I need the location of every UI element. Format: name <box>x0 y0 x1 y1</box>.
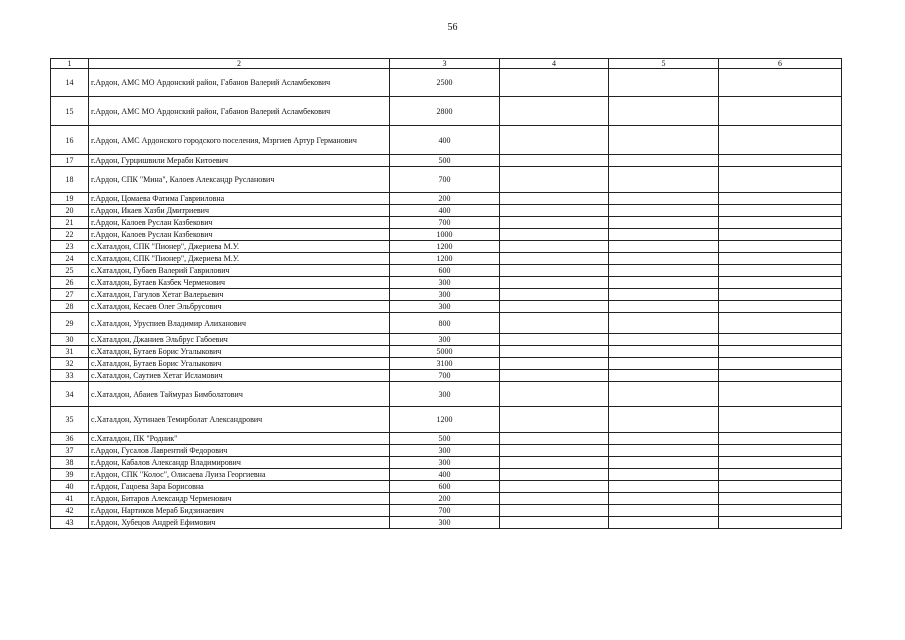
page-number: 56 <box>447 22 458 33</box>
row-number: 14 <box>51 69 89 97</box>
table-row <box>51 167 842 193</box>
table-row <box>51 370 842 382</box>
row-value: 2800 <box>390 97 500 126</box>
table-row <box>51 289 842 301</box>
row-value: 300 <box>390 445 500 457</box>
row-number: 42 <box>51 505 89 517</box>
column-header: 2 <box>89 59 390 69</box>
row-name: с.Хаталдон, СПК "Пионер", Джериева М.У. <box>89 253 390 265</box>
table-row <box>51 407 842 433</box>
empty-cell <box>719 229 842 241</box>
row-value: 3100 <box>390 358 500 370</box>
empty-cell <box>719 445 842 457</box>
row-value: 700 <box>390 167 500 193</box>
empty-cell <box>500 289 609 301</box>
column-header: 3 <box>390 59 500 69</box>
empty-cell <box>609 253 719 265</box>
empty-cell <box>719 382 842 407</box>
row-number: 15 <box>51 97 89 126</box>
table-row <box>51 505 842 517</box>
row-number: 35 <box>51 407 89 433</box>
empty-cell <box>500 193 609 205</box>
row-value: 200 <box>390 493 500 505</box>
table-row <box>51 217 842 229</box>
column-header: 4 <box>500 59 609 69</box>
empty-cell <box>500 241 609 253</box>
row-value: 400 <box>390 469 500 481</box>
row-value: 700 <box>390 370 500 382</box>
empty-cell <box>719 457 842 469</box>
empty-cell <box>719 126 842 155</box>
empty-cell <box>609 193 719 205</box>
row-number: 40 <box>51 481 89 493</box>
empty-cell <box>609 229 719 241</box>
empty-cell <box>719 370 842 382</box>
empty-cell <box>719 301 842 313</box>
column-header: 5 <box>609 59 719 69</box>
row-name: с.Хаталдон, Бутаев Борис Угалыкович <box>89 346 390 358</box>
row-value: 400 <box>390 205 500 217</box>
empty-cell <box>719 205 842 217</box>
row-value: 600 <box>390 481 500 493</box>
row-number: 18 <box>51 167 89 193</box>
row-value: 500 <box>390 433 500 445</box>
empty-cell <box>609 457 719 469</box>
row-name: с.Хаталдон, Уруспиев Владимир Алиханович <box>89 313 390 334</box>
empty-cell <box>500 493 609 505</box>
empty-cell <box>500 229 609 241</box>
table-row <box>51 469 842 481</box>
empty-cell <box>500 505 609 517</box>
empty-cell <box>609 433 719 445</box>
empty-cell <box>719 433 842 445</box>
empty-cell <box>719 97 842 126</box>
row-name: с.Хаталдон, Абаиев Таймураз Бимболатович <box>89 382 390 407</box>
empty-cell <box>500 253 609 265</box>
row-value: 5000 <box>390 346 500 358</box>
row-name: г.Ардон, Кабалов Александр Владимирович <box>89 457 390 469</box>
empty-cell <box>719 481 842 493</box>
row-value: 2500 <box>390 69 500 97</box>
empty-cell <box>500 370 609 382</box>
table-body <box>51 59 842 529</box>
empty-cell <box>609 517 719 529</box>
row-value: 1000 <box>390 229 500 241</box>
empty-cell <box>719 289 842 301</box>
empty-cell <box>500 517 609 529</box>
empty-cell <box>609 407 719 433</box>
table-row <box>51 445 842 457</box>
table-row <box>51 229 842 241</box>
row-value: 300 <box>390 382 500 407</box>
row-number: 20 <box>51 205 89 217</box>
empty-cell <box>609 97 719 126</box>
empty-cell <box>500 126 609 155</box>
table-row <box>51 517 842 529</box>
row-number: 38 <box>51 457 89 469</box>
empty-cell <box>500 481 609 493</box>
row-number: 26 <box>51 277 89 289</box>
row-name: с.Хаталдон, Кесаев Олег Эльбрусович <box>89 301 390 313</box>
row-name: г.Ардон, АМС МО Ардонский район, Габанов Валерий Асламбекович <box>89 69 390 97</box>
empty-cell <box>719 346 842 358</box>
table-row <box>51 346 842 358</box>
row-number: 21 <box>51 217 89 229</box>
table-row <box>51 334 842 346</box>
table-row <box>51 313 842 334</box>
row-number: 17 <box>51 155 89 167</box>
empty-cell <box>609 69 719 97</box>
empty-cell <box>500 205 609 217</box>
row-name: г.Ардон, Калоев Руслан Казбекович <box>89 229 390 241</box>
empty-cell <box>609 126 719 155</box>
row-number: 24 <box>51 253 89 265</box>
empty-cell <box>500 69 609 97</box>
row-name: с.Хаталдон, Губаев Валерий Гаврилович <box>89 265 390 277</box>
row-name: с.Хаталдон, Гагулов Хетаг Валерьевич <box>89 289 390 301</box>
row-name: с.Хаталдон, Саутиев Хетаг Исламович <box>89 370 390 382</box>
row-value: 300 <box>390 289 500 301</box>
row-name: г.Ардон, Гацоева Зара Борисовна <box>89 481 390 493</box>
row-name: с.Хаталдон, Бутаев Казбек Черменович <box>89 277 390 289</box>
empty-cell <box>719 313 842 334</box>
table-row <box>51 457 842 469</box>
empty-cell <box>609 505 719 517</box>
row-value: 500 <box>390 155 500 167</box>
empty-cell <box>500 407 609 433</box>
row-name: с.Хаталдон, ПК "Родник" <box>89 433 390 445</box>
row-number: 31 <box>51 346 89 358</box>
table-row <box>51 301 842 313</box>
row-name: г.Ардон, Нартиков Мераб Бидзинаевич <box>89 505 390 517</box>
row-name: г.Ардон, Гурцишвили Мераби Китоевич <box>89 155 390 167</box>
table-row <box>51 433 842 445</box>
empty-cell <box>500 457 609 469</box>
row-value: 300 <box>390 277 500 289</box>
empty-cell <box>719 277 842 289</box>
empty-cell <box>609 301 719 313</box>
empty-cell <box>609 445 719 457</box>
data-table <box>50 58 842 529</box>
empty-cell <box>500 346 609 358</box>
empty-cell <box>500 358 609 370</box>
row-name: г.Ардон, СПК "Колос", Олисаева Луиза Георгиевна <box>89 469 390 481</box>
row-number: 34 <box>51 382 89 407</box>
table-row <box>51 382 842 407</box>
empty-cell <box>719 241 842 253</box>
table-row <box>51 265 842 277</box>
empty-cell <box>719 69 842 97</box>
empty-cell <box>609 334 719 346</box>
row-name: с.Хаталдон, Бутаев Борис Угалыкович <box>89 358 390 370</box>
row-number: 43 <box>51 517 89 529</box>
row-number: 37 <box>51 445 89 457</box>
empty-cell <box>609 313 719 334</box>
empty-cell <box>719 407 842 433</box>
table-row <box>51 253 842 265</box>
empty-cell <box>500 433 609 445</box>
empty-cell <box>719 193 842 205</box>
empty-cell <box>609 370 719 382</box>
empty-cell <box>500 334 609 346</box>
row-value: 700 <box>390 217 500 229</box>
empty-cell <box>719 493 842 505</box>
row-number: 27 <box>51 289 89 301</box>
empty-cell <box>500 313 609 334</box>
empty-cell <box>500 469 609 481</box>
empty-cell <box>500 217 609 229</box>
row-number: 19 <box>51 193 89 205</box>
empty-cell <box>719 505 842 517</box>
row-number: 28 <box>51 301 89 313</box>
empty-cell <box>500 301 609 313</box>
empty-cell <box>719 167 842 193</box>
row-number: 32 <box>51 358 89 370</box>
row-value: 200 <box>390 193 500 205</box>
row-value: 600 <box>390 265 500 277</box>
empty-cell <box>500 97 609 126</box>
empty-cell <box>719 253 842 265</box>
row-value: 300 <box>390 334 500 346</box>
empty-cell <box>500 277 609 289</box>
row-number: 22 <box>51 229 89 241</box>
empty-cell <box>719 155 842 167</box>
table-row <box>51 69 842 97</box>
empty-cell <box>609 481 719 493</box>
empty-cell <box>609 265 719 277</box>
table-row <box>51 205 842 217</box>
row-name: г.Ардон, АМС Ардонского городского поселения, Мзргиев Артур Германович <box>89 126 390 155</box>
empty-cell <box>500 265 609 277</box>
empty-cell <box>500 155 609 167</box>
column-header: 6 <box>719 59 842 69</box>
empty-cell <box>719 469 842 481</box>
row-value: 700 <box>390 505 500 517</box>
row-number: 33 <box>51 370 89 382</box>
row-value: 400 <box>390 126 500 155</box>
empty-cell <box>609 382 719 407</box>
empty-cell <box>719 358 842 370</box>
table-row <box>51 358 842 370</box>
empty-cell <box>719 334 842 346</box>
row-value: 300 <box>390 457 500 469</box>
table-row <box>51 277 842 289</box>
table-row <box>51 155 842 167</box>
row-name: г.Ардон, Гусалов Лаврентий Федорович <box>89 445 390 457</box>
table-row <box>51 193 842 205</box>
empty-cell <box>500 167 609 193</box>
row-number: 39 <box>51 469 89 481</box>
empty-cell <box>609 346 719 358</box>
empty-cell <box>609 155 719 167</box>
empty-cell <box>719 217 842 229</box>
row-number: 36 <box>51 433 89 445</box>
empty-cell <box>609 358 719 370</box>
row-value: 1200 <box>390 253 500 265</box>
row-number: 23 <box>51 241 89 253</box>
row-value: 1200 <box>390 407 500 433</box>
table-row <box>51 126 842 155</box>
row-name: с.Хаталдон, Хутинаев Темирболат Александрович <box>89 407 390 433</box>
column-header: 1 <box>51 59 89 69</box>
row-number: 16 <box>51 126 89 155</box>
row-number: 25 <box>51 265 89 277</box>
table-header-row <box>51 59 842 69</box>
table-row <box>51 97 842 126</box>
table-row <box>51 493 842 505</box>
row-value: 1200 <box>390 241 500 253</box>
row-name: г.Ардон, АМС МО Ардонский район, Габанов Валерий Асламбекович <box>89 97 390 126</box>
table-row <box>51 241 842 253</box>
row-number: 30 <box>51 334 89 346</box>
row-name: г.Ардон, Калоев Руслан Казбекович <box>89 217 390 229</box>
row-number: 29 <box>51 313 89 334</box>
empty-cell <box>609 277 719 289</box>
row-name: г.Ардон, Хубецов Андрей Ефимович <box>89 517 390 529</box>
empty-cell <box>609 167 719 193</box>
empty-cell <box>609 493 719 505</box>
row-number: 41 <box>51 493 89 505</box>
row-name: г.Ардон, Икаев Хазби Дмитриевич <box>89 205 390 217</box>
row-value: 300 <box>390 517 500 529</box>
empty-cell <box>719 517 842 529</box>
empty-cell <box>719 265 842 277</box>
row-value: 300 <box>390 301 500 313</box>
empty-cell <box>609 289 719 301</box>
empty-cell <box>609 205 719 217</box>
empty-cell <box>500 382 609 407</box>
row-name: г.Ардон, Битаров Александр Черменович <box>89 493 390 505</box>
empty-cell <box>609 217 719 229</box>
row-name: г.Ардон, Цомаева Фатима Гаврииловна <box>89 193 390 205</box>
table-row <box>51 481 842 493</box>
row-value: 800 <box>390 313 500 334</box>
empty-cell <box>609 469 719 481</box>
empty-cell <box>609 241 719 253</box>
row-name: с.Хаталдон, Джаниев Эльбрус Габоевич <box>89 334 390 346</box>
row-name: с.Хаталдон, СПК "Пионер", Джериева М.У. <box>89 241 390 253</box>
row-name: г.Ардон, СПК "Мина", Калоев Александр Русланович <box>89 167 390 193</box>
empty-cell <box>500 445 609 457</box>
